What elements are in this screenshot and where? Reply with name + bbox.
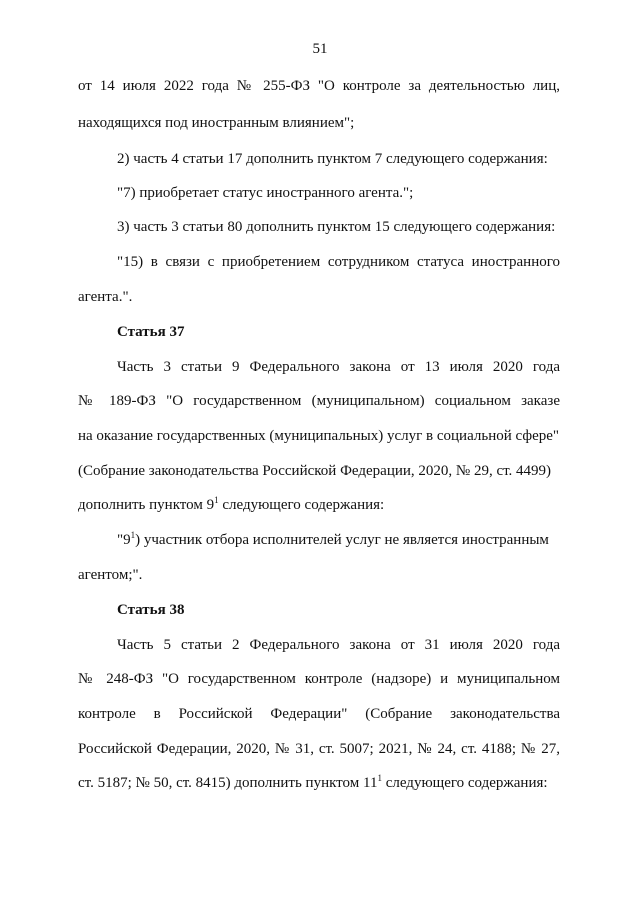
text-line: находящихся под иностранным влиянием";	[78, 115, 355, 131]
text-line	[78, 774, 560, 792]
text-line: № 189-ФЗ "О государственном (муниципальном) социальном заказе	[78, 393, 560, 409]
text-line: на оказание государственных (муниципальных) услуг в социальной сфере"	[78, 428, 560, 444]
text-line	[117, 531, 560, 549]
text-fragment: ст. 5187; № 50, ст. 8415) дополнить пунктом 11	[78, 775, 378, 791]
text-line	[78, 496, 560, 514]
text-line: Часть 3 статьи 9 Федерального закона от 13 июля 2020 года	[117, 359, 560, 375]
article-heading: Статья 38	[117, 602, 185, 618]
text-line: "7) приобретает статус иностранного агента.";	[117, 185, 414, 201]
text-fragment: ) участник отбора исполнителей услуг не является иностранным	[135, 532, 549, 548]
text-fragment: следующего содержания:	[218, 497, 385, 513]
text-line: агента.".	[78, 289, 133, 305]
text-line: № 248-ФЗ "О государственном контроле (надзоре) и муниципальном	[78, 671, 560, 687]
text-line: "15) в связи с приобретением сотрудником статуса иностранного	[117, 254, 560, 270]
text-line: (Собрание законодательства Российской Федерации, 2020, № 29, ст. 4499)	[78, 463, 552, 479]
article-heading: Статья 37	[117, 324, 185, 340]
text-line: Российской Федерации, 2020, № 31, ст. 5007; 2021, № 24, ст. 4188; № 27,	[78, 741, 560, 757]
text-fragment: "9	[117, 532, 131, 548]
text-line: от 14 июля 2022 года № 255-ФЗ "О контроле за деятельностью лиц,	[78, 78, 560, 94]
text-line: контроле в Российской Федерации" (Собрание законодательства	[78, 706, 560, 722]
text-fragment: следующего содержания:	[381, 775, 548, 791]
text-line: агентом;".	[78, 567, 143, 583]
text-line: 2) часть 4 статьи 17 дополнить пунктом 7 следующего содержания:	[117, 151, 548, 167]
superscript: 1	[377, 773, 382, 783]
superscript: 1	[214, 495, 219, 505]
text-line: 3) часть 3 статьи 80 дополнить пунктом 15 следующего содержания:	[117, 219, 556, 235]
superscript: 1	[130, 530, 136, 540]
text-line: Часть 5 статьи 2 Федерального закона от 31 июля 2020 года	[117, 637, 560, 653]
text-fragment: дополнить пунктом 9	[78, 497, 215, 513]
page-number: 51	[312, 41, 328, 57]
